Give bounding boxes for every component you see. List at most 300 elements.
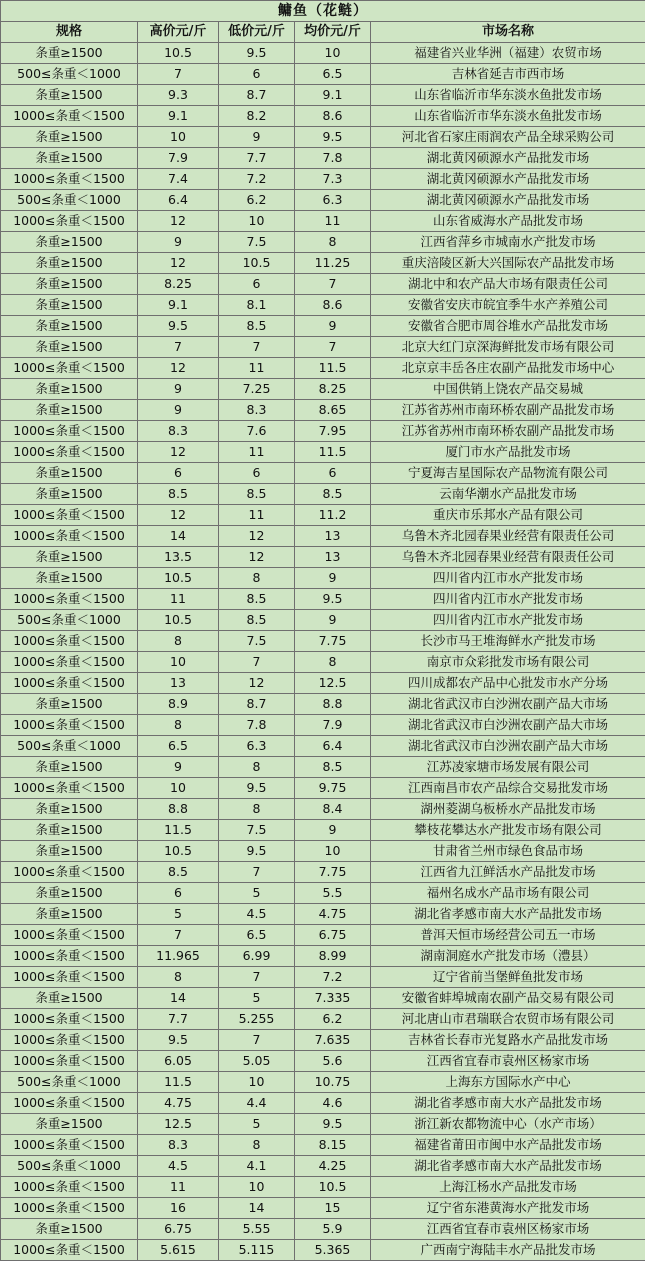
cell-high-price: 5.615: [138, 1240, 219, 1261]
cell-avg-price: 11.5: [295, 442, 371, 463]
cell-spec: 1000≤条重＜1500: [1, 967, 138, 988]
cell-high-price: 9.1: [138, 106, 219, 127]
cell-high-price: 13.5: [138, 547, 219, 568]
table-row: [1, 253, 645, 274]
cell-market: 湖北黄冈硕源水产品批发市场: [371, 169, 645, 190]
cell-high-price: 11: [138, 589, 219, 610]
table-row: [1, 904, 645, 925]
cell-market: 江西省宜春市袁州区杨家市场: [371, 1051, 645, 1072]
cell-avg-price: 10.75: [295, 1072, 371, 1093]
cell-low-price: 7: [219, 967, 295, 988]
table-row: [1, 316, 645, 337]
cell-spec: 1000≤条重＜1500: [1, 715, 138, 736]
cell-market: 北京京丰岳各庄农副产品批发市场中心: [371, 358, 645, 379]
cell-market: 云南华潮水产品批发市场: [371, 484, 645, 505]
table-row: [1, 1093, 645, 1114]
table-row: [1, 43, 645, 64]
cell-low-price: 5: [219, 988, 295, 1009]
cell-low-price: 6.3: [219, 736, 295, 757]
cell-high-price: 8.3: [138, 1135, 219, 1156]
cell-spec: 条重≥1500: [1, 148, 138, 169]
cell-avg-price: 8: [295, 652, 371, 673]
table-row: [1, 694, 645, 715]
table-row: [1, 673, 645, 694]
cell-avg-price: 7.3: [295, 169, 371, 190]
cell-market: 乌鲁木齐北园春果业经营有限责任公司: [371, 547, 645, 568]
cell-low-price: 7: [219, 862, 295, 883]
cell-high-price: 12: [138, 211, 219, 232]
cell-spec: 1000≤条重＜1500: [1, 946, 138, 967]
cell-avg-price: 4.25: [295, 1156, 371, 1177]
table-row: [1, 463, 645, 484]
cell-avg-price: 8.6: [295, 106, 371, 127]
cell-market: 四川省内江市水产批发市场: [371, 589, 645, 610]
cell-market: 四川成都农产品中心批发市水产分场: [371, 673, 645, 694]
cell-low-price: 5.255: [219, 1009, 295, 1030]
table-row: [1, 988, 645, 1009]
cell-high-price: 14: [138, 988, 219, 1009]
cell-low-price: 8.5: [219, 610, 295, 631]
table-row: [1, 1051, 645, 1072]
cell-low-price: 8.5: [219, 589, 295, 610]
cell-market: 长沙市马王堆海鲜水产批发市场: [371, 631, 645, 652]
cell-avg-price: 9.5: [295, 127, 371, 148]
cell-low-price: 9.5: [219, 841, 295, 862]
header-low-price: 低价元/斤: [219, 22, 295, 43]
cell-spec: 条重≥1500: [1, 1219, 138, 1240]
cell-avg-price: 13: [295, 547, 371, 568]
cell-market: 湖北省孝感市南大水产品批发市场: [371, 1093, 645, 1114]
cell-high-price: 9: [138, 379, 219, 400]
cell-avg-price: 7.2: [295, 967, 371, 988]
cell-spec: 1000≤条重＜1500: [1, 526, 138, 547]
cell-avg-price: 15: [295, 1198, 371, 1219]
cell-market: 湖北省孝感市南大水产品批发市场: [371, 1156, 645, 1177]
cell-avg-price: 5.365: [295, 1240, 371, 1261]
cell-high-price: 9: [138, 757, 219, 778]
cell-market: 山东省临沂市华东淡水鱼批发市场: [371, 106, 645, 127]
cell-avg-price: 7: [295, 274, 371, 295]
cell-avg-price: 11.5: [295, 358, 371, 379]
cell-market: 乌鲁木齐北园春果业经营有限责任公司: [371, 526, 645, 547]
cell-high-price: 7.4: [138, 169, 219, 190]
cell-spec: 条重≥1500: [1, 883, 138, 904]
cell-spec: 500≤条重＜1000: [1, 1156, 138, 1177]
header-high-price: 高价元/斤: [138, 22, 219, 43]
table-row: [1, 1240, 645, 1261]
cell-avg-price: 6.2: [295, 1009, 371, 1030]
cell-market: 江苏省苏州市南环桥农副产品批发市场: [371, 400, 645, 421]
cell-avg-price: 4.75: [295, 904, 371, 925]
cell-low-price: 5: [219, 883, 295, 904]
cell-spec: 条重≥1500: [1, 400, 138, 421]
cell-spec: 1000≤条重＜1500: [1, 211, 138, 232]
cell-low-price: 5.05: [219, 1051, 295, 1072]
table-row: [1, 526, 645, 547]
cell-market: 安徽省合肥市周谷堆水产品批发市场: [371, 316, 645, 337]
cell-high-price: 8.3: [138, 421, 219, 442]
cell-market: 湖北黄冈硕源水产品批发市场: [371, 190, 645, 211]
cell-low-price: 11: [219, 442, 295, 463]
table-row: [1, 946, 645, 967]
cell-avg-price: 9: [295, 568, 371, 589]
cell-high-price: 8: [138, 967, 219, 988]
cell-avg-price: 9.5: [295, 1114, 371, 1135]
cell-high-price: 12: [138, 505, 219, 526]
cell-avg-price: 9: [295, 820, 371, 841]
cell-spec: 条重≥1500: [1, 1114, 138, 1135]
cell-spec: 1000≤条重＜1500: [1, 1135, 138, 1156]
cell-low-price: 8.7: [219, 85, 295, 106]
cell-avg-price: 6.3: [295, 190, 371, 211]
table-row: [1, 127, 645, 148]
cell-market: 山东省威海水产品批发市场: [371, 211, 645, 232]
cell-low-price: 5.115: [219, 1240, 295, 1261]
table-row: [1, 337, 645, 358]
cell-low-price: 7.2: [219, 169, 295, 190]
cell-avg-price: 8.6: [295, 295, 371, 316]
cell-spec: 条重≥1500: [1, 547, 138, 568]
cell-spec: 1000≤条重＜1500: [1, 778, 138, 799]
cell-low-price: 6: [219, 463, 295, 484]
cell-avg-price: 6.5: [295, 64, 371, 85]
cell-low-price: 8: [219, 1135, 295, 1156]
cell-avg-price: 5.9: [295, 1219, 371, 1240]
cell-high-price: 11.5: [138, 1072, 219, 1093]
cell-market: 江苏省苏州市南环桥农副产品批发市场: [371, 421, 645, 442]
cell-market: 湖北中和农产品大市场有限责任公司: [371, 274, 645, 295]
cell-spec: 1000≤条重＜1500: [1, 589, 138, 610]
cell-market: 厦门市水产品批发市场: [371, 442, 645, 463]
cell-high-price: 6: [138, 883, 219, 904]
cell-spec: 1000≤条重＜1500: [1, 673, 138, 694]
table-row: [1, 211, 645, 232]
cell-low-price: 6.2: [219, 190, 295, 211]
cell-high-price: 8.5: [138, 484, 219, 505]
cell-spec: 条重≥1500: [1, 904, 138, 925]
table-row: [1, 715, 645, 736]
cell-low-price: 8: [219, 568, 295, 589]
cell-high-price: 12: [138, 442, 219, 463]
table-row: [1, 778, 645, 799]
cell-avg-price: 8.5: [295, 484, 371, 505]
cell-avg-price: 4.6: [295, 1093, 371, 1114]
table-title: 鳙鱼（花鲢）: [1, 1, 645, 22]
table-row: [1, 841, 645, 862]
cell-high-price: 9.1: [138, 295, 219, 316]
table-row: [1, 379, 645, 400]
cell-high-price: 8: [138, 631, 219, 652]
table-row: [1, 589, 645, 610]
table-row: [1, 148, 645, 169]
cell-avg-price: 8.8: [295, 694, 371, 715]
cell-market: 湖北省武汉市白沙洲农副产品大市场: [371, 694, 645, 715]
cell-high-price: 6.75: [138, 1219, 219, 1240]
cell-low-price: 11: [219, 358, 295, 379]
cell-low-price: 6.5: [219, 925, 295, 946]
cell-spec: 条重≥1500: [1, 43, 138, 64]
cell-low-price: 8.5: [219, 316, 295, 337]
cell-market: 甘肃省兰州市绿色食品市场: [371, 841, 645, 862]
cell-avg-price: 10: [295, 841, 371, 862]
cell-low-price: 4.1: [219, 1156, 295, 1177]
cell-spec: 1000≤条重＜1500: [1, 1093, 138, 1114]
cell-avg-price: 11.2: [295, 505, 371, 526]
cell-low-price: 9.5: [219, 43, 295, 64]
cell-market: 上海东方国际水产中心: [371, 1072, 645, 1093]
cell-market: 湖州菱湖乌板桥水产品批发市场: [371, 799, 645, 820]
table-row: [1, 190, 645, 211]
cell-low-price: 10.5: [219, 253, 295, 274]
table-row: [1, 883, 645, 904]
cell-avg-price: 7.335: [295, 988, 371, 1009]
cell-low-price: 9: [219, 127, 295, 148]
cell-low-price: 7: [219, 337, 295, 358]
cell-spec: 1000≤条重＜1500: [1, 442, 138, 463]
cell-spec: 条重≥1500: [1, 253, 138, 274]
table-row: [1, 295, 645, 316]
table-row: [1, 652, 645, 673]
cell-spec: 条重≥1500: [1, 463, 138, 484]
cell-high-price: 7: [138, 925, 219, 946]
cell-spec: 1000≤条重＜1500: [1, 1240, 138, 1261]
cell-low-price: 7.5: [219, 631, 295, 652]
cell-low-price: 8: [219, 757, 295, 778]
cell-market: 江西省九江鲜活水产品批发市场: [371, 862, 645, 883]
cell-low-price: 12: [219, 673, 295, 694]
cell-avg-price: 7.75: [295, 862, 371, 883]
table-row: [1, 1030, 645, 1051]
cell-high-price: 11.5: [138, 820, 219, 841]
table-row: [1, 757, 645, 778]
cell-spec: 500≤条重＜1000: [1, 1072, 138, 1093]
cell-high-price: 10.5: [138, 43, 219, 64]
cell-high-price: 12: [138, 358, 219, 379]
cell-market: 江苏凌家塘市场发展有限公司: [371, 757, 645, 778]
cell-avg-price: 8.65: [295, 400, 371, 421]
cell-low-price: 6.99: [219, 946, 295, 967]
cell-spec: 1000≤条重＜1500: [1, 1198, 138, 1219]
table-row: [1, 274, 645, 295]
cell-market: 山东省临沂市华东淡水鱼批发市场: [371, 85, 645, 106]
cell-low-price: 9.5: [219, 778, 295, 799]
cell-avg-price: 9.75: [295, 778, 371, 799]
cell-avg-price: 11.25: [295, 253, 371, 274]
cell-high-price: 10.5: [138, 568, 219, 589]
table-row: [1, 484, 645, 505]
cell-spec: 1000≤条重＜1500: [1, 505, 138, 526]
cell-market: 辽宁省前当堡鲜鱼批发市场: [371, 967, 645, 988]
table-row: [1, 1135, 645, 1156]
cell-low-price: 7.5: [219, 820, 295, 841]
cell-spec: 1000≤条重＜1500: [1, 1030, 138, 1051]
cell-avg-price: 12.5: [295, 673, 371, 694]
cell-spec: 1000≤条重＜1500: [1, 862, 138, 883]
cell-spec: 条重≥1500: [1, 694, 138, 715]
cell-low-price: 10: [219, 1072, 295, 1093]
cell-low-price: 5: [219, 1114, 295, 1135]
cell-low-price: 10: [219, 211, 295, 232]
cell-spec: 条重≥1500: [1, 85, 138, 106]
cell-low-price: 10: [219, 1177, 295, 1198]
table-row: [1, 799, 645, 820]
table-row: [1, 820, 645, 841]
cell-high-price: 4.5: [138, 1156, 219, 1177]
cell-market: 江西南昌市农产品综合交易批发市场: [371, 778, 645, 799]
table-row: [1, 1177, 645, 1198]
header-market: 市场名称: [371, 22, 645, 43]
cell-avg-price: 8.15: [295, 1135, 371, 1156]
cell-avg-price: 8: [295, 232, 371, 253]
cell-high-price: 8.9: [138, 694, 219, 715]
cell-market: 宁夏海吉星国际农产品物流有限公司: [371, 463, 645, 484]
table-row: [1, 1219, 645, 1240]
cell-low-price: 4.4: [219, 1093, 295, 1114]
cell-market: 广西南宁海陆丰水产品批发市场: [371, 1240, 645, 1261]
cell-spec: 1000≤条重＜1500: [1, 1051, 138, 1072]
cell-high-price: 10: [138, 127, 219, 148]
cell-high-price: 14: [138, 526, 219, 547]
cell-high-price: 6: [138, 463, 219, 484]
cell-spec: 1000≤条重＜1500: [1, 358, 138, 379]
cell-avg-price: 8.4: [295, 799, 371, 820]
cell-high-price: 9.5: [138, 316, 219, 337]
cell-avg-price: 5.6: [295, 1051, 371, 1072]
table-row: [1, 1198, 645, 1219]
cell-spec: 1000≤条重＜1500: [1, 1177, 138, 1198]
cell-high-price: 12: [138, 253, 219, 274]
cell-spec: 1000≤条重＜1500: [1, 925, 138, 946]
cell-low-price: 7.7: [219, 148, 295, 169]
cell-market: 湖北黄冈硕源水产品批发市场: [371, 148, 645, 169]
table-row: [1, 736, 645, 757]
table-row: [1, 505, 645, 526]
cell-spec: 条重≥1500: [1, 988, 138, 1009]
cell-high-price: 9.5: [138, 1030, 219, 1051]
header-spec: 规格: [1, 22, 138, 43]
cell-market: 四川省内江市水产批发市场: [371, 610, 645, 631]
cell-high-price: 6.5: [138, 736, 219, 757]
cell-low-price: 7: [219, 1030, 295, 1051]
cell-low-price: 7.6: [219, 421, 295, 442]
cell-avg-price: 6.4: [295, 736, 371, 757]
cell-low-price: 4.5: [219, 904, 295, 925]
header-avg-price: 均价元/斤: [295, 22, 371, 43]
cell-low-price: 7.8: [219, 715, 295, 736]
cell-market: 吉林省长春市光复路水产品批发市场: [371, 1030, 645, 1051]
cell-low-price: 8.3: [219, 400, 295, 421]
table-row: [1, 1114, 645, 1135]
cell-spec: 1000≤条重＜1500: [1, 421, 138, 442]
cell-avg-price: 8.5: [295, 757, 371, 778]
cell-spec: 条重≥1500: [1, 568, 138, 589]
cell-high-price: 8.8: [138, 799, 219, 820]
cell-avg-price: 7.8: [295, 148, 371, 169]
cell-high-price: 6.05: [138, 1051, 219, 1072]
cell-high-price: 9: [138, 232, 219, 253]
cell-avg-price: 13: [295, 526, 371, 547]
table-row: [1, 1156, 645, 1177]
cell-high-price: 11.965: [138, 946, 219, 967]
cell-spec: 1000≤条重＜1500: [1, 631, 138, 652]
table-row: [1, 358, 645, 379]
cell-market: 安徽省安庆市皖宜季牛水产养殖公司: [371, 295, 645, 316]
cell-spec: 条重≥1500: [1, 379, 138, 400]
header-row: [1, 22, 645, 43]
cell-avg-price: 8.25: [295, 379, 371, 400]
cell-avg-price: 9.5: [295, 589, 371, 610]
table-row: [1, 1072, 645, 1093]
cell-low-price: 8.7: [219, 694, 295, 715]
cell-spec: 条重≥1500: [1, 484, 138, 505]
cell-market: 中国供销上饶农产品交易城: [371, 379, 645, 400]
cell-market: 河北省石家庄雨润农产品全球采购公司: [371, 127, 645, 148]
cell-high-price: 7.9: [138, 148, 219, 169]
cell-high-price: 7: [138, 337, 219, 358]
table-row: [1, 1009, 645, 1030]
cell-spec: 条重≥1500: [1, 820, 138, 841]
cell-spec: 500≤条重＜1000: [1, 610, 138, 631]
cell-market: 上海江杨水产品批发市场: [371, 1177, 645, 1198]
cell-avg-price: 6.75: [295, 925, 371, 946]
cell-avg-price: 9: [295, 610, 371, 631]
table-body: [1, 1, 645, 1261]
cell-low-price: 6: [219, 64, 295, 85]
cell-avg-price: 6: [295, 463, 371, 484]
table-row: [1, 232, 645, 253]
cell-avg-price: 11: [295, 211, 371, 232]
cell-avg-price: 7.95: [295, 421, 371, 442]
cell-high-price: 9.3: [138, 85, 219, 106]
cell-spec: 条重≥1500: [1, 274, 138, 295]
cell-spec: 1000≤条重＜1500: [1, 106, 138, 127]
cell-low-price: 8.2: [219, 106, 295, 127]
cell-market: 湖南洞庭水产批发市场（澧县）: [371, 946, 645, 967]
cell-avg-price: 9.1: [295, 85, 371, 106]
cell-spec: 1000≤条重＜1500: [1, 169, 138, 190]
cell-spec: 500≤条重＜1000: [1, 736, 138, 757]
cell-low-price: 8.5: [219, 484, 295, 505]
cell-spec: 1000≤条重＜1500: [1, 652, 138, 673]
table-row: [1, 85, 645, 106]
cell-market: 安徽省蚌埠城南农副产品交易有限公司: [371, 988, 645, 1009]
cell-low-price: 7: [219, 652, 295, 673]
cell-spec: 1000≤条重＜1500: [1, 1009, 138, 1030]
cell-avg-price: 7.9: [295, 715, 371, 736]
cell-low-price: 8: [219, 799, 295, 820]
cell-market: 河北唐山市君瑞联合农贸市场有限公司: [371, 1009, 645, 1030]
cell-avg-price: 7.75: [295, 631, 371, 652]
table-row: [1, 106, 645, 127]
cell-avg-price: 10: [295, 43, 371, 64]
cell-high-price: 10: [138, 778, 219, 799]
table-row: [1, 547, 645, 568]
cell-market: 湖北省孝感市南大水产品批发市场: [371, 904, 645, 925]
cell-market: 福州名成水产品市场有限公司: [371, 883, 645, 904]
cell-low-price: 12: [219, 547, 295, 568]
cell-market: 北京大红门京深海鲜批发市场有限公司: [371, 337, 645, 358]
cell-high-price: 6.4: [138, 190, 219, 211]
table-row: [1, 421, 645, 442]
cell-low-price: 14: [219, 1198, 295, 1219]
cell-avg-price: 8.99: [295, 946, 371, 967]
table-row: [1, 400, 645, 421]
cell-market: 吉林省延吉市西市场: [371, 64, 645, 85]
cell-spec: 条重≥1500: [1, 757, 138, 778]
cell-market: 福建省兴业华洲（福建）农贸市场: [371, 43, 645, 64]
cell-spec: 条重≥1500: [1, 337, 138, 358]
cell-high-price: 12.5: [138, 1114, 219, 1135]
